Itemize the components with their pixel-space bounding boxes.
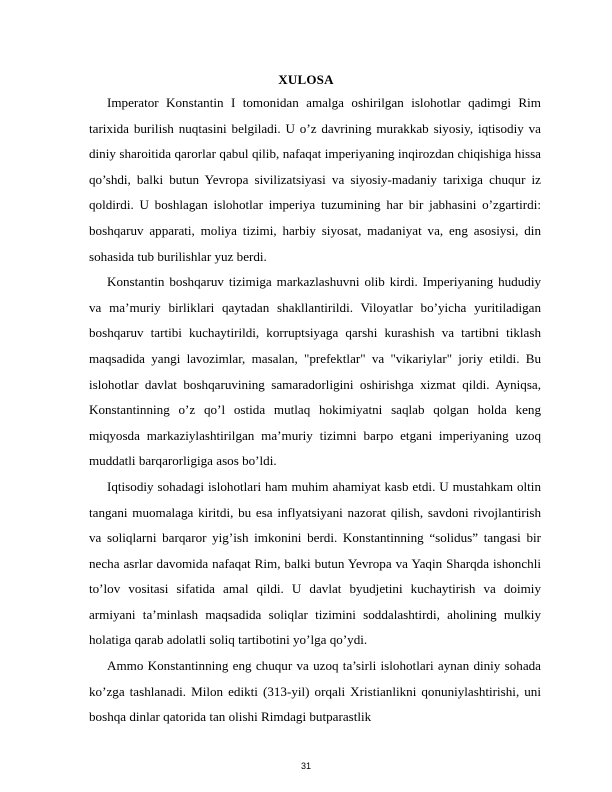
- paragraph-intro: Imperator Konstantin I tomonidan amalga oshirilgan islohotlar qadimgi Rim tarixida burilish nuqtasini belgiladi. U o’z davrining murakkab siyosiy, iqtisodiy va diniy sharoitida qarorlar qabul qilib, nafaqat imperiyaning inqirozdan chiqishiga hissa qo’shdi, balki butun Yevropa sivilizatsiyasi va siyosiy-madaniy tarixiga chuqur iz qoldirdi. U boshlagan islohotlar imperiya tuzumining har bir jabhasini o’zgartirdi: boshqaruv apparati, moliya tizimi, harbiy siyosat, madaniyat va, eng asosiysi, din sohasida tub burilishlar yuz berdi.: [89, 95, 541, 264]
- paragraph-administration: Konstantin boshqaruv tizimiga markazlashuvni olib kirdi. Imperiyaning hududiy va ma’muriy birliklari qaytadan shakllantirildi. Viloyatlar bo’yicha yuritiladigan boshqaruv tartibi kuchaytirildi, korruptsiyaga qarshi kurashish va tartibni tiklash maqsadida yangi lavozimlar, masalan, "prefektlar" va "vikariylar" joriy etildi. Bu islohotlar davlat boshqaruvining samaradorligini oshirishga xizmat qildi. Ayniqsa, Konstantinning o’z qo’l ostida mutlaq hokimiyatni saqlab qolgan holda keng miqyosda markaziylashtirilgan ma’muriy tizimni barpo etgani imperiyaning uzoq muddatli barqarorligiga asos bo’ldi.: [89, 274, 541, 469]
- paragraph-religion: Ammo Konstantinning eng chuqur va uzoq ta’sirli islohotlari aynan diniy sohada ko’zga tashlanadi. Milon edikti (313-yil) orqali Xristianlikni qonuniylashtirishi, uni boshqa dinlar qatorida tan olishi Rimdagi butparastlik: [89, 658, 541, 725]
- page-number: 31: [300, 761, 311, 771]
- page-title: XULOSA: [278, 72, 334, 87]
- document-body: [89, 90, 541, 730]
- paragraph-economy: Iqtisodiy sohadagi islohotlari ham muhim ahamiyat kasb etdi. U mustahkam oltin tangani muomalaga kiritdi, bu esa inflyatsiyani nazorat qilish, savdoni rivojlantirish va soliqlarni barqaror yig’ish imkonini berdi. Konstantinning “solidus” tangasi bir necha asrlar davomida nafaqat Rim, balki butun Yevropa va Yaqin Sharqda ishonchli to’lov vositasi sifatida amal qildi. U davlat byudjetini kuchaytirish va doimiy armiyani ta’minlash maqsadida soliqlar tizimini soddalashtirdi, aholining mulkiy holatiga qarab adolatli soliq tartibotini yo’lga qo’ydi.: [89, 478, 541, 648]
